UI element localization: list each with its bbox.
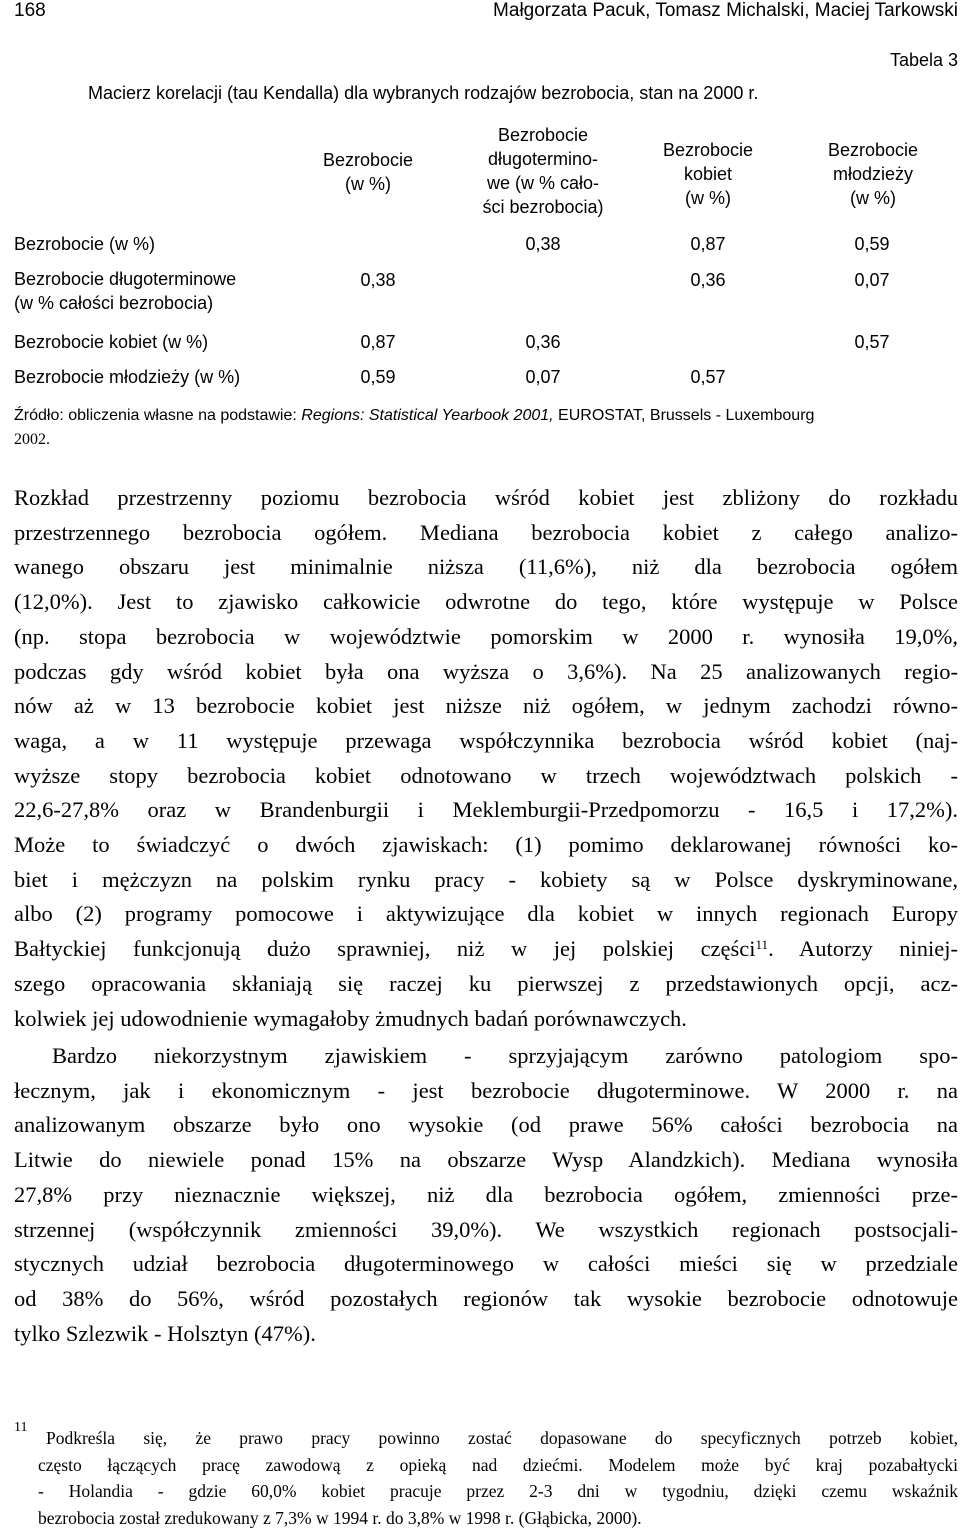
text-line: (12,0%). Jest to zjawisko całkowicie odwrotne do tego, które występuje w Polsce [14,589,958,615]
column-header-3: Bezrobocie kobiet (w %) [662,140,754,208]
footnote-marker: 11 [14,1420,28,1435]
text-line: (np. stopa bezrobocia w województwie pomorskim w 2000 r. wynosiła 19,0%, [14,623,958,649]
page-number: 168 [14,0,46,21]
text-line: przestrzennego bezrobocia ogółem. Mediana bezrobocia kobiet z całego analizo- [14,519,958,545]
text-line: Może to świadczyć o dwóch zjawiskach: (1) pomimo deklarowanej równości ko- [14,832,958,858]
text-line: szego opracowania skłaniają się raczej ku pierwszej z przedstawionych opcji, acz- [14,970,958,996]
text-line: tylko Szlezwik - Holsztyn (47%). [14,1320,316,1346]
text-line: Bałtyckiej funkcjonują dużo sprawniej, niż w jej polskiej części$^{11}$. Autorzy niniej- [14,936,958,962]
text-line: nów aż w 13 bezrobocie kobiet jest niższe niż ogółem, w jednym zachodzi równo- [14,693,958,719]
text-line: 27,8% przy nieznacznie większej, niż dla bezrobocia ogółem, zmienności prze- [14,1181,958,1207]
table-cell: 0,38 [525,234,561,254]
text-line: od 38% do 56%, wśród pozostałych regionów tak wysokie bezrobocie odnotowuje [14,1285,958,1311]
table-cell: 0,36 [525,332,561,352]
table-cell: 0,38 [360,270,396,290]
text-line: Rozkład przestrzenny poziomu bezrobocia wśród kobiet jest zbliżony do rozkładu [14,485,958,510]
table-label: Tabela 3 [889,50,958,70]
text-line: strzennej (współczynnik zmienności 39,0%). We wszystkich regionach postsocjali- [14,1216,958,1242]
row-label-total: Bezrobocie (w %) [14,234,156,254]
running-header-authors: Małgorzata Pacuk, Tomasz Michalski, Maciej Tarkowski [493,0,958,21]
text-line: kolwiek jej udowodnienie wymagałoby żmudnych badań porównawczych. [14,1005,687,1031]
table-cell: 0,57 [690,367,726,387]
text-line: biet i mężczyzn na polskim rynku pracy - kobiety są w Polsce dyskryminowane, [14,866,958,892]
paragraph-long-term-unemployment [14,1039,958,1351]
row-label-women: Bezrobocie kobiet (w %) [14,332,209,352]
footnote-reference[interactable]: 11 [755,937,769,953]
text-line: analizowanym obszarze było ono wysokie (od prawe 56% całości bezrobocia na [14,1112,958,1138]
table-cell: 0,07 [854,270,890,290]
table-cell: 0,57 [854,332,890,352]
table-cell: 0,59 [360,367,396,387]
text-line: podczas gdy wśród kobiet była ona wyższa o 3,6%). Na 25 analizowanych regio- [14,658,958,684]
table-title: Macierz korelacji (tau Kendalla) dla wybranych rodzajów bezrobocia, stan na 2000 r. [88,83,759,103]
footnote-text: Podkreśla się, że prawo pracy powinno zostać dopasowane do specyficznych potrzeb kobiet, często łączących pracę zawodową z opieką nad dziećmi. Modelem może być kraj pozabałtycki - Holandia - gdzie 60,0% kobiet pracuje przez 2-3 dni w tygodniu, dzięki czemu wskaźnik bezrobocia został zredukowany z 7,3% w 1994 r. do 3,8% w 1998 r. (Głąbicka, 2000). [38,1428,958,1529]
table-cell: 0,87 [690,234,726,254]
column-header-4: Bezrobocie młodzieży (w %) [827,140,919,208]
text-line: 22,6-27,8% oraz w Brandenburgii i Meklemburgii-Przedpomorzu - 16,5 i 17,2%). [14,797,958,823]
table-cell: 0,59 [854,234,890,254]
text-line: Bardzo niekorzystnym zjawiskiem - sprzyjającym zarówno patologiom spo- [52,1043,958,1068]
text-line: wanego obszaru jest minimalnie niższa (11,6%), niż dla bezrobocia ogółem [14,554,958,580]
table-source-note: Źródło: obliczenia własne na podstawie: Regions: Statistical Yearbook 2001, EUROSTAT, Brussels - Luxembourg 2002. [14,407,815,448]
row-label-long-term: Bezrobocie długoterminowe (w % całości bezrobocia) [14,269,237,313]
paragraph-women-unemployment [14,481,958,1036]
column-header-2: Bezrobocie długotermino- we (w % cało- ści bezrobocia) [482,125,604,217]
text-line: albo (2) programy pomocowe i aktywizujące dla kobiet w innych regionach Europy [14,901,958,927]
table-cell: 0,36 [690,270,726,290]
text-line: Litwie do niewiele ponad 15% na obszarze Wysp Alandzkich). Mediana wynosiła [14,1147,958,1173]
text-line: stycznych udział bezrobocia długoterminowego w całości mieści się w przedziale [14,1251,958,1277]
text-line: łecznym, jak i ekonomicznym - jest bezrobocie długoterminowe. W 2000 r. na [14,1077,958,1103]
text-line: waga, a w 11 występuje przewaga współczynnika bezrobocia wśród kobiet (naj- [14,727,958,753]
row-label-youth: Bezrobocie młodzieży (w %) [14,367,241,387]
table-cell: 0,07 [525,367,561,387]
column-header-1: Bezrobocie (w %) [322,150,414,194]
text-line: wyższe stopy bezrobocia kobiet odnotowano w trzech województwach polskich - [14,762,958,788]
table-cell: 0,87 [360,332,396,352]
